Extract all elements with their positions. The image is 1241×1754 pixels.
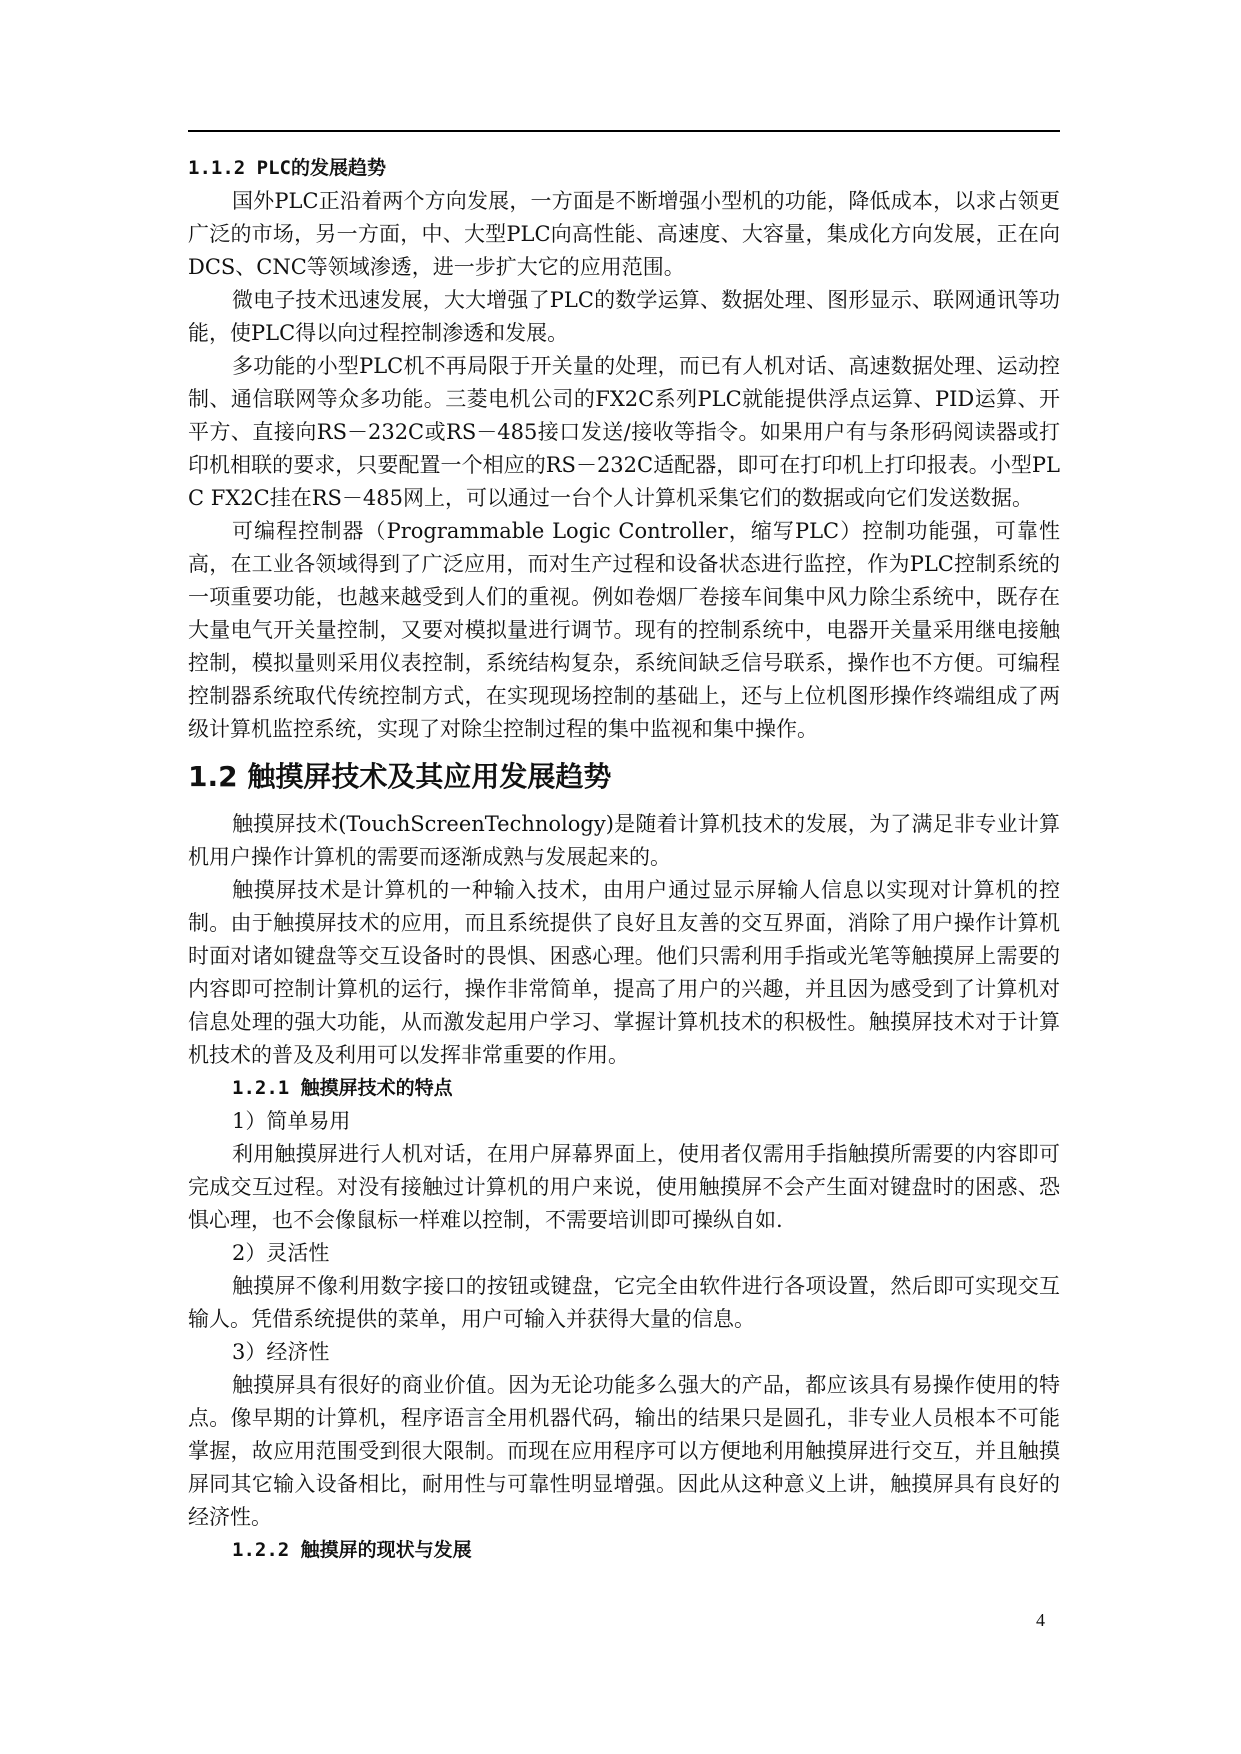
- paragraph: 多功能的小型PLC机不再局限于开关量的处理，而已有人机对话、高速数据处理、运动控制、通信联网等众多功能。三菱电机公司的FX2C系列PLC就能提供浮点运算、PID运算、开平方、直接向RS－232C或RS－485接口发送/接收等指令。如果用户有与条形码阅读器或打印机相联的要求，只要配置一个相应的RS－232C适配器，即可在打印机上打印报表。小型PLC FX2C挂在RS－485网上，可以通过一台个人计算机采集它们的数据或向它们发送数据。: [188, 354, 1060, 510]
- feature-text-flexible: 触摸屏不像利用数字接口的按钮或键盘，它完全由软件进行各项设置，然后即可实现交互输人。凭借系统提供的菜单，用户可输入并获得大量的信息。: [188, 1274, 1060, 1331]
- feature-text-easy: 利用触摸屏进行人机对话，在用户屏幕界面上，使用者仅需用手指触摸所需要的内容即可完成交互过程。对没有接触过计算机的用户来说，使用触摸屏不会产生面对键盘时的困惑、恐惧心理，也不会像鼠标一样难以控制，不需要培训即可操纵自如.: [188, 1142, 1060, 1232]
- paragraph: 国外PLC正沿着两个方向发展，一方面是不断增强小型机的功能，降低成本，以求占领更广泛的市场，另一方面，中、大型PLC向高性能、高速度、大容量，集成化方向发展，正在向DCS、CNC等领域渗透，进一步扩大它的应用范围。: [188, 189, 1060, 279]
- paragraph: 触摸屏技术是计算机的一种输入技术，由用户通过显示屏输人信息以实现对计算机的控制。由于触摸屏技术的应用，而且系统提供了良好且友善的交互界面，消除了用户操作计算机时面对诸如键盘等交互设备时的畏惧、困惑心理。他们只需利用手指或光笔等触摸屏上需要的内容即可控制计算机的运行，操作非常简单，提高了用户的兴趣，并且因为感受到了计算机对信息处理的强大功能，从而激发起用户学习、掌握计算机技术的积极性。触摸屏技术对于计算机技术的普及及利用可以发挥非常重要的作用。: [188, 878, 1060, 1067]
- heading-1-2: 1.2 触摸屏技术及其应用发展趋势: [188, 760, 612, 793]
- paragraph: 可编程控制器（Programmable Logic Controller，缩写PLC）控制功能强，可靠性高，在工业各领域得到了广泛应用，而对生产过程和设备状态进行监控，作为PLC控制系统的一项重要功能，也越来越受到人们的重视。例如卷烟厂卷接车间集中风力除尘系统中，既存在大量电气开关量控制，又要对模拟量进行调节。现有的控制系统中，电器开关量采用继电接触控制，模拟量则采用仪表控制，系统结构复杂，系统间缺乏信号联系，操作也不方便。可编程控制器系统取代传统控制方式，在实现现场控制的基础上，还与上位机图形操作终端组成了两级计算机监控系统，实现了对除尘控制过程的集中监视和集中操作。: [188, 519, 1060, 741]
- feature-text-economic: 触摸屏具有很好的商业价值。因为无论功能多么强大的产品，都应该具有易操作使用的特点。像早期的计算机，程序语言全用机器代码，输出的结果只是圆孔，非专业人员根本不可能掌握，故应用范围受到很大限制。而现在应用程序可以方便地利用触摸屏进行交互，并且触摸屏同其它输入设备相比，耐用性与可靠性明显增强。因此从这种意义上讲，触摸屏具有良好的经济性。: [188, 1373, 1060, 1529]
- heading-1-1-2: 1.1.2 PLC的发展趋势: [188, 157, 386, 179]
- page-body: [188, 152, 1060, 1567]
- feature-label-easy: 1）简单易用: [232, 1109, 351, 1133]
- paragraph: 触摸屏技术(TouchScreenTechnology)是随着计算机技术的发展，为了满足非专业计算机用户操作计算机的需要而逐渐成熟与发展起来的。: [188, 812, 1060, 869]
- feature-label-economic: 3）经济性: [232, 1340, 330, 1364]
- header-rule: [188, 130, 1060, 132]
- heading-1-2-1: 1.2.1 触摸屏技术的特点: [232, 1077, 453, 1099]
- heading-1-2-2: 1.2.2 触摸屏的现状与发展: [232, 1539, 472, 1561]
- paragraph: 微电子技术迅速发展，大大增强了PLC的数学运算、数据处理、图形显示、联网通讯等功能，使PLC得以向过程控制渗透和发展。: [188, 288, 1060, 345]
- feature-label-flexible: 2）灵活性: [232, 1241, 330, 1265]
- page-number: 4: [1036, 1610, 1045, 1630]
